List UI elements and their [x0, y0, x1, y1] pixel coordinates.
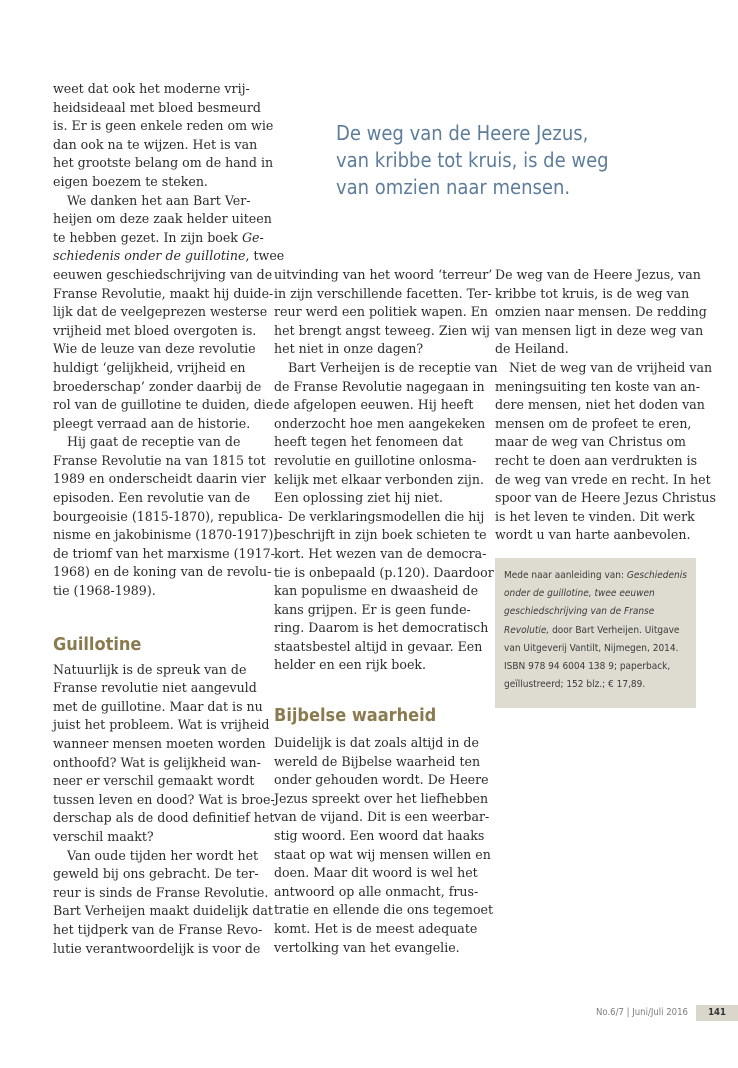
text-line: tratie en ellende die ons tegemoet: [274, 902, 494, 918]
text-line: tie is onbepaald (p.120). Daardoor: [274, 564, 494, 580]
text-line: staat op wat wij mensen willen en: [274, 846, 491, 862]
text-line: onderzocht hoe men aangekeken: [274, 415, 486, 431]
text-line: broederschap’ zonder daarbij de: [53, 378, 262, 394]
text-line: doen. Maar dit woord is wel het: [274, 865, 478, 881]
text-line: verschil maakt?: [53, 828, 154, 844]
text-line: lutie verantwoordelijk is voor de: [53, 940, 261, 956]
text-line: stig woord. Een woord dat haaks: [274, 828, 485, 844]
text-line: nisme en jakobinisme (1870-1917),: [53, 527, 278, 543]
text-run: te hebben gezet. In zijn boek: [53, 229, 242, 245]
text-line: recht te doen aan verdrukten is: [495, 452, 698, 468]
text-line: 1968) en de koning van de revolu-: [53, 564, 272, 580]
paragraph: [274, 359, 498, 508]
info-line: geïllustreerd; 152 blz.; € 17,89.: [504, 679, 646, 691]
text-line: beschrijft in zijn boek schieten te: [274, 527, 487, 543]
text-line: onthoofd? Wat is gelijkheid wan-: [53, 754, 261, 770]
text-line: Hij gaat de receptie van de: [67, 434, 241, 450]
text-line: Bart Verheijen is de receptie van: [288, 359, 498, 375]
info-line: [504, 603, 688, 621]
paragraph: [274, 266, 493, 359]
text-line: spoor van de Heere Jezus Christus: [495, 490, 716, 506]
text-line: ring. Daarom is het democratisch: [274, 620, 489, 636]
text-line: wordt u van harte aanbevolen.: [495, 527, 691, 543]
text-line: [53, 247, 285, 266]
paragraph: [53, 847, 273, 959]
text-line: Wie de leuze van deze revolutie: [53, 341, 256, 357]
text-line: wanneer mensen moeten worden: [53, 736, 266, 751]
text-line: De weg van de Heere Jezus, van: [495, 267, 701, 282]
paragraph: [274, 508, 494, 675]
text-line: Van oude tijden her wordt het: [67, 847, 259, 863]
column-3: [495, 266, 716, 545]
text-line: meningsuiting ten koste van an-: [495, 378, 701, 394]
text-line: neer er verschil gemaakt wordt: [53, 773, 255, 789]
section-heading-guillotine: Guillotine: [53, 633, 142, 655]
text-line: mensen om de profeet te eren,: [495, 415, 692, 431]
text-line: kelijk met elkaar verbonden zijn.: [274, 471, 484, 487]
text-line: Niet de weg van de vrijheid van: [509, 359, 713, 375]
text-line: eeuwen geschiedschrijving van de: [53, 266, 273, 282]
book-title-italic: Ge-: [241, 229, 264, 245]
info-line: ISBN 978 94 6004 138 9; paperback,: [504, 661, 671, 673]
text-line: heeft tegen het fenomeen dat: [274, 434, 463, 450]
text-line: de afgelopen eeuwen. Hij heeft: [274, 397, 474, 413]
column-2: [274, 266, 498, 957]
text-run: Mede naar aanleiding van:: [504, 570, 627, 581]
text-line: Bart Verheijen maakt duidelijk dat: [53, 903, 273, 919]
text-line: kort. Het wezen van de democra-: [274, 545, 487, 561]
column-1: [53, 80, 285, 958]
text-line: episoden. Een revolutie van de: [53, 490, 251, 506]
text-line: dan ook na te wijzen. Het is van: [53, 136, 258, 152]
text-line: lijk dat de veelgeprezen westerse: [53, 304, 268, 320]
text-run: , twee: [245, 248, 285, 264]
page-footer: [560, 1005, 738, 1021]
text-line: revolutie en guillotine onlosma-: [274, 452, 477, 468]
text-line: Duidelijk is dat zoals altijd in de: [274, 735, 479, 751]
text-line: de Franse Revolutie nagegaan in: [274, 378, 485, 394]
text-line: rol van de guillotine te duiden, die: [53, 397, 274, 413]
info-line: [504, 622, 688, 640]
text-line: de weg van vrede en recht. In het: [495, 471, 711, 487]
text-line: De verklaringsmodellen die hij: [288, 508, 485, 524]
text-line: [53, 229, 264, 248]
issue-info: No.6/7 | Juni/Juli 2016: [596, 1007, 688, 1018]
text-line: kans grijpen. Er is geen funde-: [274, 601, 471, 617]
text-line: Een oplossing ziet hij niet.: [274, 490, 444, 506]
book-title-italic: schiedenis onder de guillotine: [53, 248, 246, 264]
text-line: helder en een rijk boek.: [274, 657, 427, 673]
text-line: met de guillotine. Maar dat is nu: [53, 698, 263, 714]
text-line: het tijdperk van de Franse Revo-: [53, 921, 263, 937]
page-number: 141: [696, 1005, 738, 1021]
book-title-italic: Revolutie,: [504, 624, 550, 636]
paragraph: [495, 266, 707, 359]
info-line: van Uitgeverij Vantilt, Nijmegen, 2014.: [504, 642, 679, 654]
text-line: het niet in onze dagen?: [274, 341, 424, 357]
text-line: eigen boezem te steken.: [53, 173, 208, 189]
text-line: komt. Het is de meest adequate: [274, 921, 478, 936]
text-line: reur is sinds de Franse Revolutie.: [53, 884, 269, 900]
book-title-italic: onder de guillotine, twee eeuwen: [504, 588, 655, 600]
text-line: Franse Revolutie, maakt hij duide-: [53, 285, 274, 301]
text-line: is. Er is geen enkele reden om wie: [53, 118, 274, 134]
text-line: Franse Revolutie na van 1815 tot: [53, 452, 266, 468]
text-line: van de vijand. Dit is een weerbar-: [274, 809, 490, 825]
text-line: maar de weg van Christus om: [495, 434, 686, 450]
text-line: staatsbestel altijd in gevaar. Een: [274, 638, 483, 654]
text-line: uitvinding van het woord ‘terreur’: [274, 267, 493, 282]
text-line: bourgeoisie (1815-1870), republica-: [53, 508, 283, 524]
paragraph: [53, 433, 283, 600]
info-line: [504, 585, 688, 603]
text-line: in zijn verschillende facetten. Ter-: [274, 285, 492, 301]
text-line: omzien naar mensen. De redding: [495, 304, 707, 320]
section-heading-bijbelse-waarheid: Bijbelse waarheid: [274, 705, 437, 727]
text-line: derschap als de dood definitief het: [53, 810, 275, 826]
pull-quote-line: De weg van de Heere Jezus,: [336, 121, 589, 145]
pull-quote-line: van kribbe tot kruis, is de weg: [336, 148, 609, 172]
text-line: onder gehouden wordt. De Heere: [274, 772, 489, 788]
text-line: tie (1968-1989).: [53, 583, 156, 599]
text-line: wereld de Bijbelse waarheid ten: [274, 753, 481, 769]
book-title-italic: Geschiedenis: [626, 570, 687, 581]
book-info-box: [495, 558, 696, 708]
book-title-italic: geschiedschrijving van de Franse: [504, 606, 655, 618]
text-line: tussen leven en dood? Wat is broe-: [53, 791, 275, 807]
text-line: antwoord op alle onmacht, frus-: [274, 883, 479, 899]
paragraph: [53, 192, 285, 434]
pull-quote-line: van omzien naar mensen.: [336, 175, 571, 199]
text-line: de triomf van het marxisme (1917-: [53, 545, 275, 561]
text-line: van mensen ligt in deze weg van: [495, 322, 704, 338]
text-line: huldigt ‘gelijkheid, vrijheid en: [53, 359, 246, 375]
text-line: vrijheid met bloed overgoten is.: [53, 322, 257, 338]
text-line: Franse revolutie niet aangevuld: [53, 680, 257, 696]
paragraph: [53, 80, 274, 192]
text-line: juist het probleem. Wat is vrijheid: [53, 717, 270, 733]
paragraph: [495, 359, 716, 545]
text-line: is het leven te vinden. Dit werk: [495, 508, 695, 524]
paragraph: [53, 661, 275, 847]
text-line: pleegt verraad aan de historie.: [53, 415, 251, 431]
text-line: heidsideaal met bloed besmeurd: [53, 99, 261, 115]
text-line: 1989 en onderscheidt daarin vier: [53, 471, 266, 487]
text-line: heijen om deze zaak helder uiteen: [53, 211, 272, 227]
text-line: kribbe tot kruis, is de weg van: [495, 285, 690, 301]
text-line: dere mensen, niet het doden van: [495, 397, 705, 413]
text-line: We danken het aan Bart Ver-: [67, 192, 251, 208]
text-line: Jezus spreekt over het liefhebben: [274, 790, 489, 806]
info-line: [504, 567, 688, 585]
text-line: Natuurlijk is de spreuk van de: [53, 661, 247, 677]
text-line: reur werd een politiek wapen. En: [274, 304, 489, 320]
paragraph: [274, 734, 494, 957]
text-line: vertolking van het evangelie.: [274, 939, 460, 955]
text-line: het grootste belang om de hand in: [53, 155, 274, 171]
text-line: geweld bij ons gebracht. De ter-: [53, 866, 259, 882]
text-line: het brengt angst teweeg. Zien wij: [274, 322, 490, 338]
text-line: weet dat ook het moderne vrij-: [53, 81, 250, 96]
text-run: door Bart Verheijen. Uitgave: [549, 624, 680, 636]
pull-quote: [336, 120, 636, 201]
text-line: kan populisme en dwaasheid de: [274, 583, 479, 599]
text-line: de Heiland.: [495, 341, 569, 357]
